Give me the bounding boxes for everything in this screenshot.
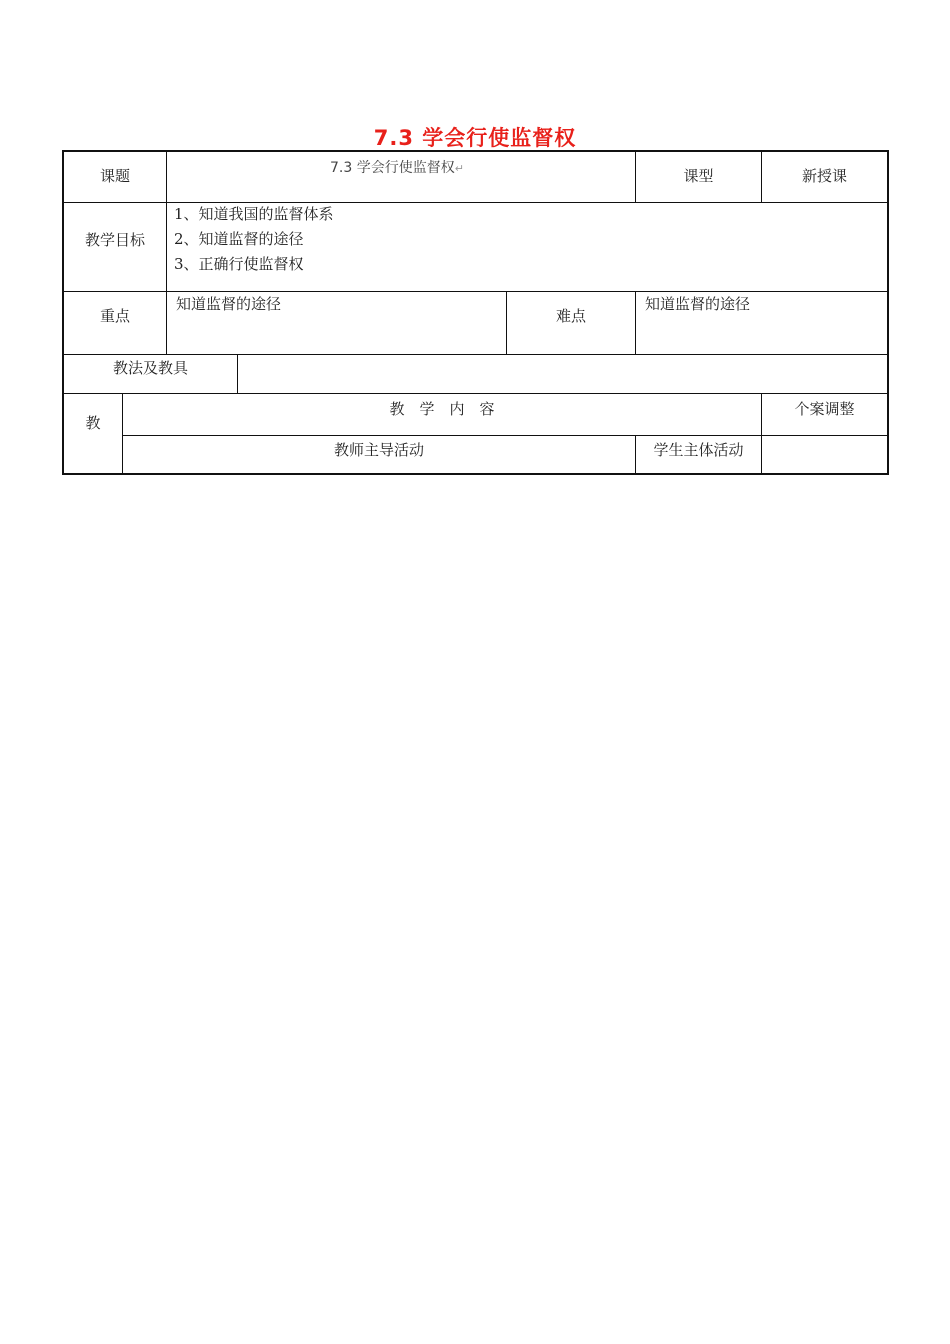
adjustment-header: 个案调整 [794,400,855,418]
row-divider [62,202,888,203]
student-activity-header: 学生主体活动 [653,441,744,459]
label-methods-tools: 教法及教具 [112,359,188,377]
col-divider [237,354,238,394]
row-divider [122,435,888,436]
return-mark-icon: ↵ [454,162,464,175]
col-divider [166,202,167,292]
label-key-point: 重点 [99,307,130,325]
table-border-top [62,150,889,152]
table-border-bottom [62,473,889,475]
col-divider [166,151,167,203]
label-teach: 教 [85,414,101,432]
goal-item: 2、知道监督的途径 [174,230,304,248]
col-divider [166,291,167,355]
label-teaching-goals: 教学目标 [84,231,145,249]
difficulty-value: 知道监督的途径 [645,295,751,313]
label-difficulty: 难点 [555,307,586,325]
table-border-right [887,150,889,475]
teacher-activity-header: 教师主导活动 [333,441,424,459]
document-title: 7.3 学会行使监督权 [373,126,577,150]
col-divider [635,291,636,355]
row-divider [62,291,888,292]
topic-value: 7.3 学会行使监督权↵ [330,160,464,176]
col-divider [761,435,762,474]
label-lesson-type: 课型 [683,167,714,185]
content-header: 教 学 内 容 [389,400,495,418]
key-point-value: 知道监督的途径 [176,295,282,313]
row-divider [62,354,888,355]
lesson-type-value: 新授课 [801,167,847,185]
row-divider [62,393,888,394]
label-topic: 课题 [99,167,130,185]
goal-item: 1、知道我国的监督体系 [174,205,334,223]
goal-item: 3、正确行使监督权 [174,255,304,273]
